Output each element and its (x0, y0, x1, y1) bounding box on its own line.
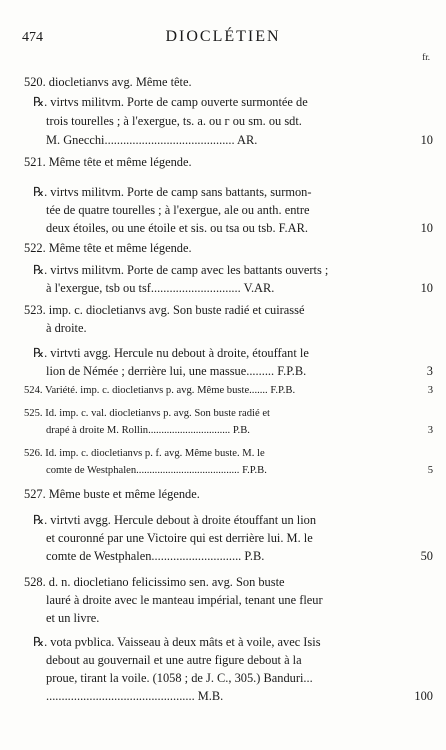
line-text: 524. Variété. imp. c. diocletianvs p. avg. Même buste....... F.P.B. (24, 385, 296, 396)
catalogue-line (0, 572, 446, 592)
catalogue-line (0, 484, 446, 504)
price-value: 100 (414, 689, 433, 703)
catalogue-line (0, 300, 446, 320)
line-text: 528. d. n. diocletiano felicissimo sen. avg. Son buste (24, 575, 285, 589)
catalogue-line (0, 260, 446, 280)
catalogue-line (0, 152, 446, 172)
catalogue-line (0, 528, 446, 548)
line-text: 522. Même tête et même légende. (24, 241, 192, 255)
line-text: à l'exergue, tsb ou tsf............................. V.AR. (46, 281, 275, 295)
catalogue-line (0, 238, 446, 258)
line-text: comte de Westphalen............................. P.B. (46, 549, 265, 563)
catalogue-line (0, 590, 446, 610)
catalogue-line (0, 182, 446, 202)
line-text: 520. diocletianvs avg. Même tête. (24, 75, 192, 89)
catalogue-line (0, 608, 446, 628)
catalogue-line (0, 218, 446, 238)
line-text: M. Gnecchi.......................................... AR. (46, 133, 258, 147)
catalogue-line (0, 510, 446, 530)
line-text: et couronné par une Victoire qui est derrière lui. M. le (46, 531, 313, 545)
line-text: tée de quatre tourelles ; à l'exergue, ale ou anth. entre (46, 203, 310, 217)
catalogue-line (0, 343, 446, 363)
catalogue-line (0, 111, 446, 131)
line-text: 525. Id. imp. c. val. diocletianvs p. avg. Son buste radié et (24, 408, 270, 419)
line-text: comte de Westphalen....................................... F.P.B. (46, 465, 267, 476)
column-label: fr. (422, 52, 430, 62)
line-text: ℞. virtvs militvm. Porte de camp avec les battants ouverts ; (33, 263, 329, 277)
catalogue-line (0, 381, 446, 401)
line-text: ℞. virtvti avgg. Hercule nu debout à droite, étouffant le (33, 346, 309, 360)
price-value: 50 (420, 549, 433, 563)
catalogue-line (0, 650, 446, 670)
line-text: lion de Némée ; derrière lui, une massue......... F.P.B. (46, 364, 307, 378)
catalogue-line (0, 72, 446, 92)
line-text: 521. Même tête et même légende. (24, 155, 192, 169)
line-text: 526. Id. imp. c. diocletianvs p. f. avg. Même buste. M. le (24, 448, 265, 459)
line-text: lauré à droite avec le manteau impérial, tenant une fleur (46, 593, 323, 607)
catalogue-line (0, 546, 446, 566)
catalogue-line (0, 461, 446, 481)
price-value: 10 (420, 281, 433, 295)
price-value: 3 (427, 385, 433, 396)
line-text: ℞. virtvti avgg. Hercule debout à droite étouffant un lion (33, 513, 317, 527)
catalogue-line (0, 200, 446, 220)
catalogue-line (0, 668, 446, 688)
line-text: 523. imp. c. diocletianvs avg. Son buste radié et cuirassé (24, 303, 305, 317)
line-text: ℞. vota pvblica. Vaisseau à deux mâts et à voile, avec Isis (33, 635, 321, 649)
line-text: deux étoiles, ou une étoile et sis. ou tsa ou tsb. F.AR. (46, 221, 308, 235)
price-value: 3 (427, 425, 433, 436)
catalogue-line (0, 361, 446, 381)
line-text: 527. Même buste et même légende. (24, 487, 200, 501)
running-head: DIOCLÉTIEN (165, 28, 281, 45)
catalogue-line (0, 92, 446, 112)
catalogue-line (0, 686, 446, 706)
line-text: proue, tirant la voile. (1058 ; de J. C., 305.) Banduri... (46, 671, 313, 685)
catalogue-line (0, 278, 446, 298)
line-text: trois tourelles ; à l'exergue, ts. a. ou г ou sm. ou sdt. (46, 114, 302, 128)
price-value: 10 (420, 133, 433, 147)
price-value: 3 (426, 364, 433, 378)
catalogue-line (0, 130, 446, 150)
line-text: ℞. virtvs militvm. Porte de camp sans battants, surmon- (33, 185, 312, 199)
price-value: 10 (420, 221, 433, 235)
price-value: 5 (427, 465, 433, 476)
line-text: à droite. (46, 321, 87, 335)
line-text: et un livre. (46, 611, 100, 625)
catalogue-line (0, 632, 446, 652)
line-text: drapé à droite M. Rollin............................... P.B. (46, 425, 250, 436)
page-number: 474 (22, 30, 43, 45)
line-text: ................................................ M.B. (46, 689, 224, 703)
line-text: ℞. virtvs militvm. Porte de camp ouverte surmontée de (33, 95, 308, 109)
catalogue-line (0, 318, 446, 338)
catalogue-line (0, 421, 446, 441)
line-text: debout au gouvernail et une autre figure debout à la (46, 653, 302, 667)
